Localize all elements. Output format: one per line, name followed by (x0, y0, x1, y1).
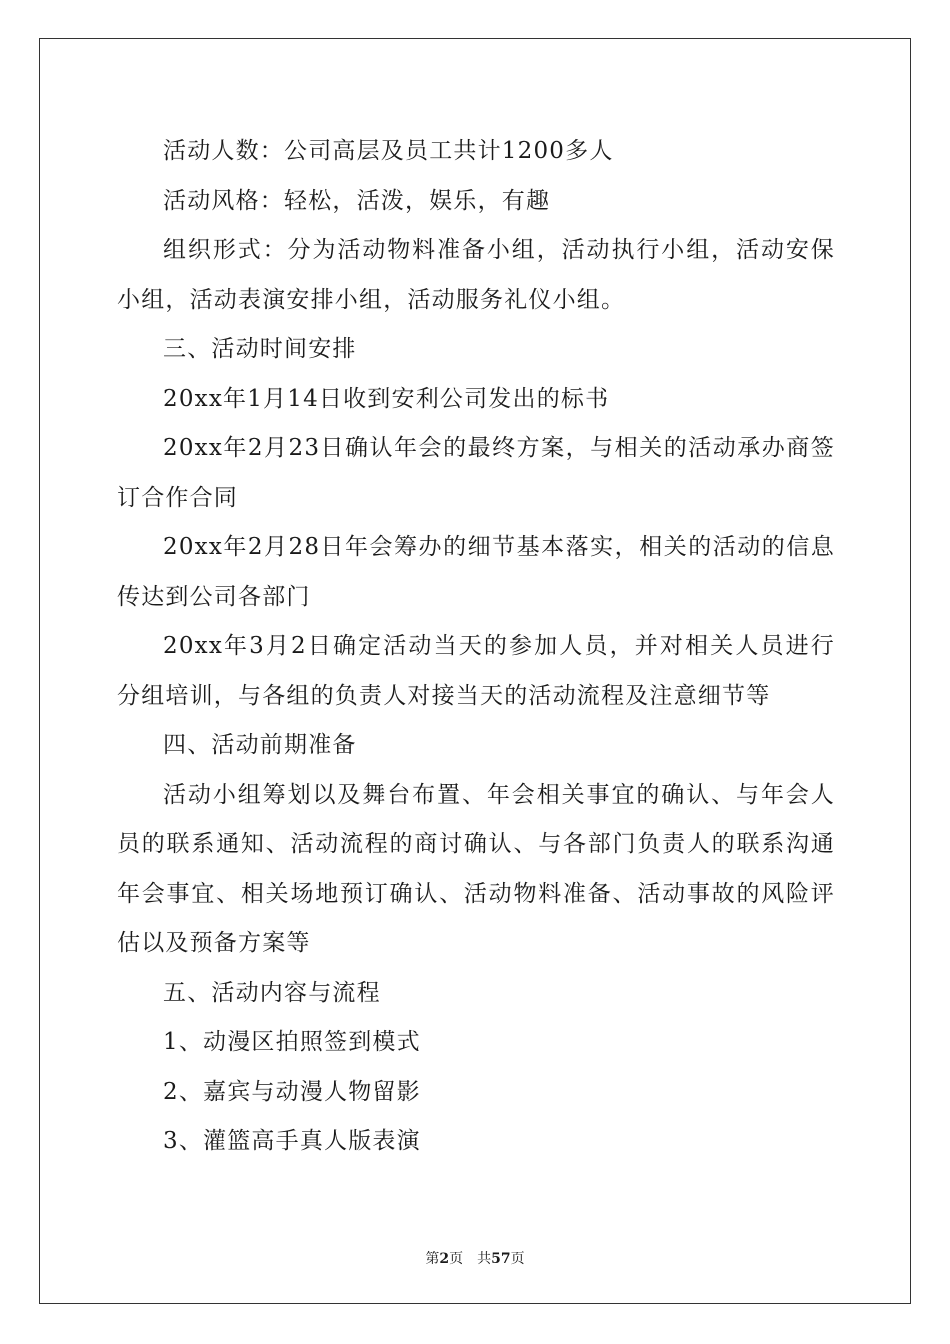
content-item-3: 3、灌篮高手真人版表演 (163, 1128, 421, 1154)
schedule-item-1: 20xx年1月14日收到安利公司发出的标书 (163, 385, 610, 412)
section-heading-schedule: 三、活动时间安排 (163, 336, 357, 362)
content-item-2: 2、嘉宾与动漫人物留影 (163, 1078, 421, 1105)
document-body (117, 127, 835, 1167)
page-footer (0, 1248, 950, 1268)
page-prefix: 第 (425, 1251, 440, 1267)
page-suffix: 页 (449, 1251, 464, 1267)
paragraph-attendees: 活动人数：公司高层及员工共计1200多人 (163, 138, 614, 164)
total-prefix: 共 (477, 1251, 492, 1267)
page-number: 2 (439, 1251, 450, 1267)
schedule-item-3: 20xx年2月28日年会筹办的细节基本落实，相关的活动的信息传达到公司各部门 (117, 534, 835, 610)
section-heading-preparation: 四、活动前期准备 (163, 732, 357, 758)
section-heading-content: 五、活动内容与流程 (163, 979, 381, 1006)
schedule-item-2: 20xx年2月23日确认年会的最终方案，与相关的活动承办商签订合作合同 (117, 435, 835, 511)
paragraph-style: 活动风格：轻松，活泼，娱乐，有趣 (163, 187, 551, 214)
paragraph-preparation: 活动小组筹划以及舞台布置、年会相关事宜的确认、与年会人员的联系通知、活动流程的商讨确认、与各部门负责人的联系沟通年会事宜、相关场地预订确认、活动物料准备、活动事故的风险评估以及预备方案等 (117, 781, 835, 956)
paragraph-organization: 组织形式：分为活动物料准备小组，活动执行小组，活动安保小组，活动表演安排小组，活动服务礼仪小组。 (117, 237, 835, 313)
content-item-1: 1、动漫区拍照签到模式 (163, 1029, 421, 1055)
total-suffix: 页 (510, 1251, 525, 1267)
total-pages: 57 (491, 1251, 511, 1267)
schedule-item-4: 20xx年3月2日确定活动当天的参加人员，并对相关人员进行分组培训，与各组的负责人对接当天的活动流程及注意细节等 (117, 633, 835, 709)
